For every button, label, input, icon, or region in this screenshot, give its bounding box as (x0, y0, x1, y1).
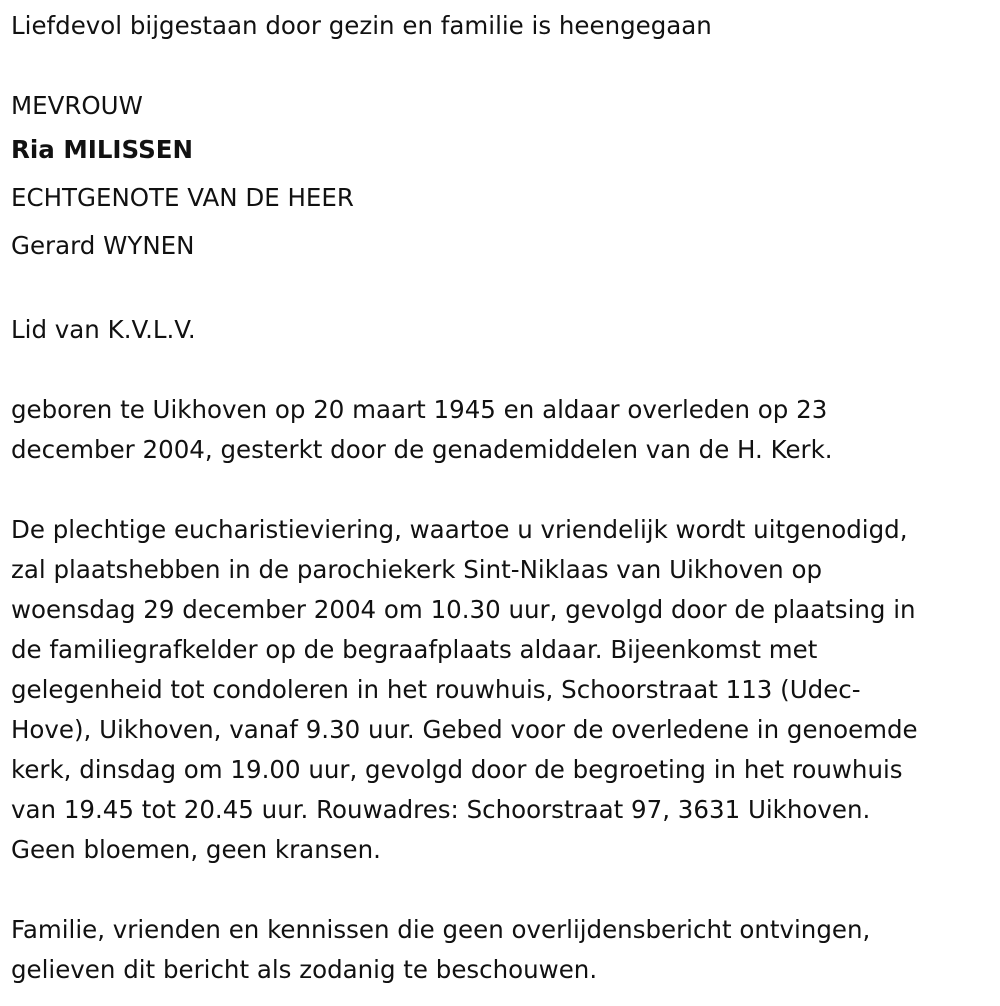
birth-death-paragraph (11, 390, 996, 470)
spouse-name: Gerard WYNEN (11, 231, 195, 260)
closing-paragraph (11, 910, 996, 990)
membership-line: Lid van K.V.L.V. (11, 315, 196, 344)
ceremony-line: Geen bloemen, geen kransen. (11, 835, 381, 864)
title-mevrouw: MEVROUW (11, 91, 143, 120)
birth-death-line: december 2004, gesterkt door de genademiddelen van de H. Kerk. (11, 435, 833, 464)
spouse-label: ECHTGENOTE VAN DE HEER (11, 183, 354, 212)
ceremony-line: woensdag 29 december 2004 om 10.30 uur, gevolgd door de plaatsing in (11, 595, 916, 624)
birth-death-line: geboren te Uikhoven op 20 maart 1945 en aldaar overleden op 23 (11, 395, 828, 424)
ceremony-line: de familiegrafkelder op de begraafplaats aldaar. Bijeenkomst met (11, 635, 818, 664)
closing-line: gelieven dit bericht als zodanig te beschouwen. (11, 955, 598, 984)
ceremony-line: Hove), Uikhoven, vanaf 9.30 uur. Gebed voor de overledene in genoemde (11, 715, 918, 744)
ceremony-line: kerk, dinsdag om 19.00 uur, gevolgd door de begroeting in het rouwhuis (11, 755, 903, 784)
ceremony-line: gelegenheid tot condoleren in het rouwhuis, Schoorstraat 113 (Udec- (11, 675, 861, 704)
closing-line: Familie, vrienden en kennissen die geen overlijdensbericht ontvingen, (11, 915, 871, 944)
deceased-name: Ria MILISSEN (11, 135, 193, 164)
ceremony-line: van 19.45 tot 20.45 uur. Rouwadres: Schoorstraat 97, 3631 Uikhoven. (11, 795, 871, 824)
intro-line: Liefdevol bijgestaan door gezin en familie is heengegaan (11, 11, 712, 40)
ceremony-line: De plechtige eucharistieviering, waartoe u vriendelijk wordt uitgenodigd, (11, 515, 908, 544)
obituary-notice (11, 6, 996, 990)
ceremony-paragraph (11, 510, 996, 870)
ceremony-line: zal plaatshebben in de parochiekerk Sint-Niklaas van Uikhoven op (11, 555, 823, 584)
